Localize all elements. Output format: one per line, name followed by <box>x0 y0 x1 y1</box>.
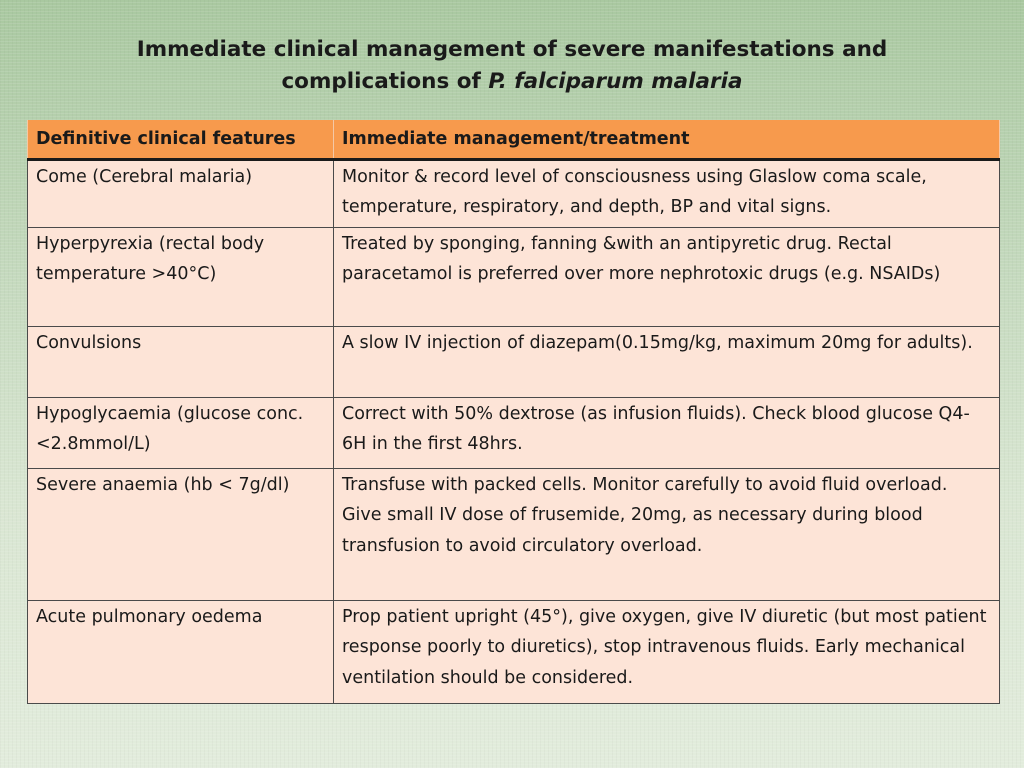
feature-cell: Come (Cerebral malaria) <box>28 159 334 227</box>
feature-cell: Convulsions <box>28 326 334 397</box>
header-clinical-features: Definitive clinical features <box>28 120 334 159</box>
table-row <box>28 468 1000 600</box>
feature-cell: Acute pulmonary oedema <box>28 600 334 703</box>
treatment-cell: Prop patient upright (45°), give oxygen, give IV diuretic (but most patient response poorly to diuretics), stop intravenous fluids. Early mechanical ventilation should be considered. <box>334 600 1000 703</box>
feature-cell: Severe anaemia (hb < 7g/dl) <box>28 468 334 600</box>
treatment-cell: Monitor & record level of consciousness using Glaslow coma scale, temperature, respiratory, and depth, BP and vital signs. <box>334 159 1000 227</box>
table-header-row <box>28 120 1000 159</box>
table-row <box>28 600 1000 703</box>
treatment-cell: Transfuse with packed cells. Monitor carefully to avoid fluid overload. Give small IV dose of frusemide, 20mg, as necessary during blood transfusion to avoid circulatory overload. <box>334 468 1000 600</box>
title-line-2 <box>0 66 1024 98</box>
feature-cell: Hyperpyrexia (rectal body temperature >40°C) <box>28 227 334 326</box>
table-row <box>28 227 1000 326</box>
header-management-treatment: Immediate management/treatment <box>334 120 1000 159</box>
treatment-cell: A slow IV injection of diazepam(0.15mg/kg, maximum 20mg for adults). <box>334 326 1000 397</box>
table-row <box>28 397 1000 468</box>
table-row <box>28 326 1000 397</box>
treatment-cell: Treated by sponging, fanning &with an antipyretic drug. Rectal paracetamol is preferred over more nephrotoxic drugs (e.g. NSAIDs) <box>334 227 1000 326</box>
title-line-1: Immediate clinical management of severe manifestations and <box>136 37 888 62</box>
table-row <box>28 159 1000 227</box>
treatment-cell: Correct with 50% dextrose (as infusion fluids). Check blood glucose Q4-6H in the first 48hrs. <box>334 397 1000 468</box>
title-species-name: P. falciparum malaria <box>488 69 743 94</box>
title-line-2-prefix: complications of <box>281 69 489 94</box>
feature-cell: Hypoglycaemia (glucose conc. <2.8mmol/L) <box>28 397 334 468</box>
slide-title <box>0 34 1024 98</box>
management-table <box>27 120 1000 704</box>
